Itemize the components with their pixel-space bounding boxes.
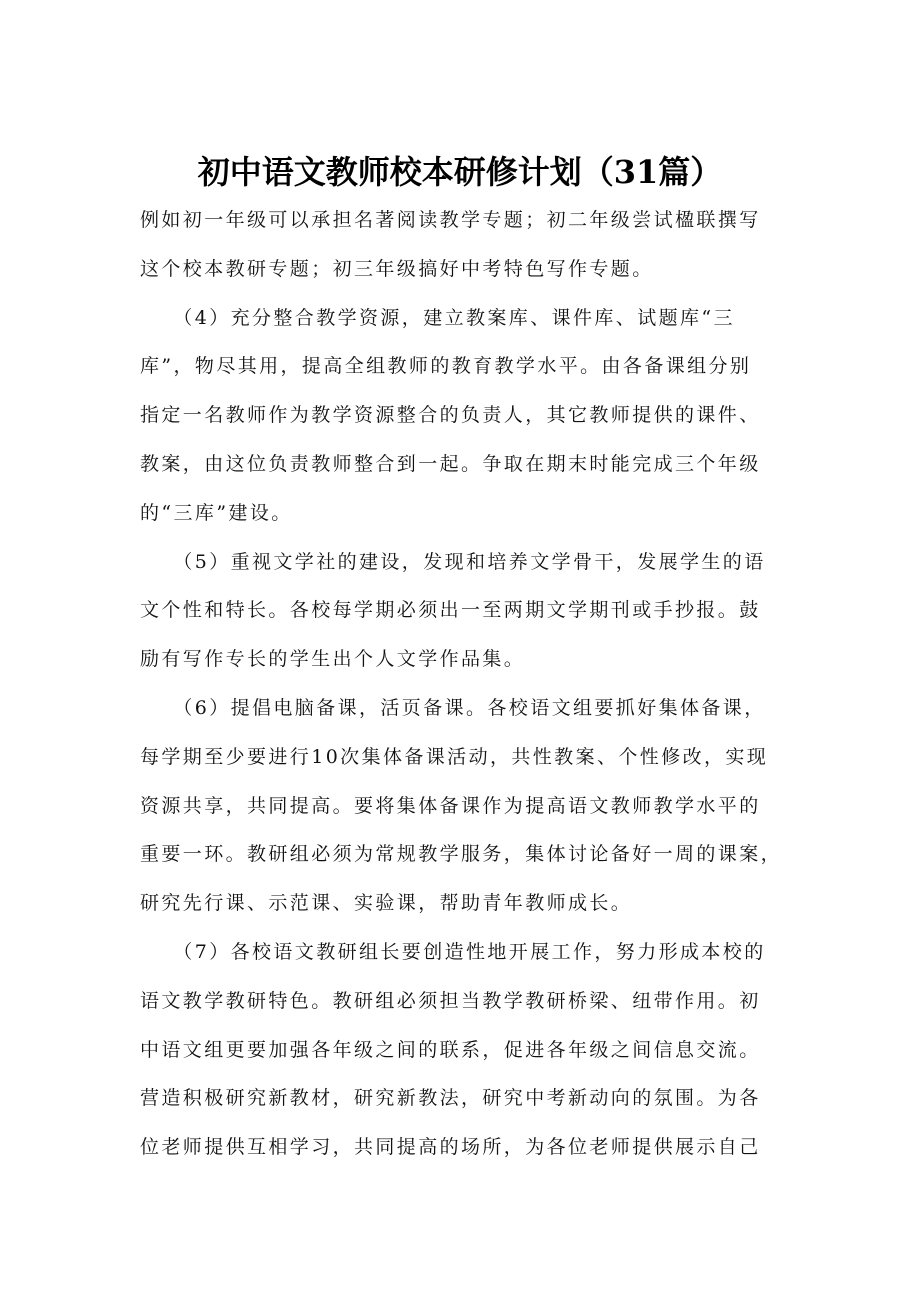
text-line: 教案，由这位负责教师整合到一起。争取在期末时能完成三个年级	[140, 452, 761, 475]
text-line: 例如初一年级可以承担名著阅读教学专题；初二年级尝试楹联撰写	[140, 209, 761, 231]
paragraph-7-line: （7）各校语文教研组长要创造性地开展工作，努力形成本校的	[140, 940, 766, 963]
paragraph-6-line: （6）提倡电脑备课，活页备课。各校语文组要抓好集体备课，	[140, 696, 766, 719]
text-line: 重要一环。教研组必须为常规教学服务，集体讨论备好一周的课案，	[140, 843, 783, 866]
text-line: 研究先行课、示范课、实验课，帮助青年教师成长。	[140, 892, 633, 915]
text-line: 的“三库”建设。	[140, 501, 293, 524]
document-title: 初中语文教师校本研修计划（31篇）	[197, 153, 723, 191]
text-line: 每学期至少要进行10次集体备课活动，共性教案、个性修改，实现	[140, 745, 769, 768]
text-line: 励有写作专长的学生出个人文学作品集。	[140, 648, 526, 671]
text-line: 文个性和特长。各校每学期必须出一至两期文学期刊或手抄报。鼓	[140, 599, 761, 622]
text-line: 语文教学教研特色。教研组必须担当教学教研桥梁、纽带作用。初	[140, 989, 761, 1012]
text-line: 位老师提供互相学习，共同提高的场所，为各位老师提供展示自己	[140, 1136, 761, 1159]
text-line: 营造积极研究新教材，研究新教法，研究中考新动向的氛围。为各	[140, 1087, 761, 1110]
text-line: 指定一名教师作为教学资源整合的负责人，其它教师提供的课件、	[140, 404, 761, 427]
paragraph-4-line: （4）充分整合教学资源，建立教案库、课件库、试题库“三	[140, 306, 735, 329]
text-line: 资源共享，共同提高。要将集体备课作为提高语文教师教学水平的	[140, 794, 761, 817]
text-line: 中语文组更要加强各年级之间的联系，促进各年级之间信息交流。	[140, 1038, 761, 1061]
paragraph-5-line: （5）重视文学社的建设，发现和培养文学骨干，发展学生的语	[140, 550, 766, 573]
text-line: 这个校本教研专题；初三年级搞好中考特色写作专题。	[140, 257, 654, 280]
text-line: 库”，物尽其用，提高全组教师的教育教学水平。由各备课组分别	[140, 355, 752, 378]
document-body	[140, 196, 800, 1172]
